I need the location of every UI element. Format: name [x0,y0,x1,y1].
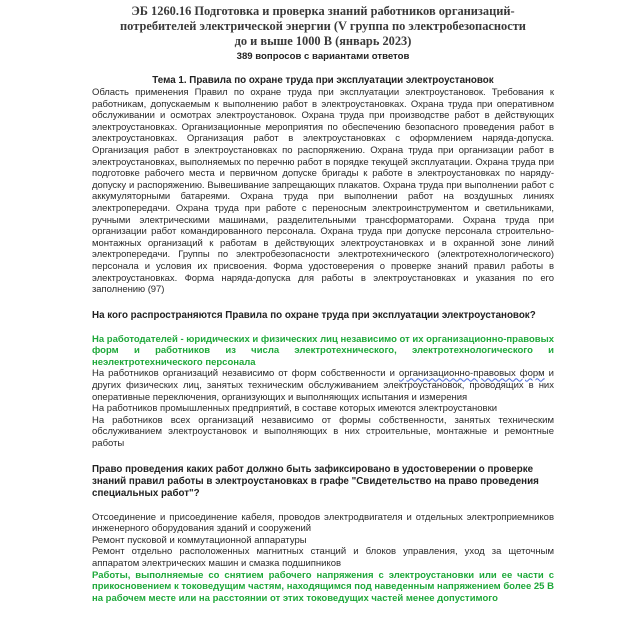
question-block [92,464,554,605]
document-title [92,4,554,49]
answer-option [92,368,554,403]
section-heading: Тема 1. Правила по охране труда при эксплуатации электроустановок [152,75,494,86]
question-block [92,310,554,450]
answer-option-correct: На работодателей - юридических и физических лиц независимо от их организационно-правовых форм и работников из числа электротехнического, электротехнологического и неэлектротехнического персонала [92,333,554,368]
section-body: Область применения Правил по охране труда при эксплуатации электроустановок. Требования к работникам, допускаемым к выполнению работ в электроустановках. Охрана труда при оперативном обслуживании и осмотрах электроустановок. Охрана труда при производстве работ в действующих электроустановках. Организационные мероприятия по обеспечению безопасного проведения работ в электроустановках. Организация работ в электроустановках с оформлением наряда-допуска. Организация работ в электроустановках по распоряжению. Охрана труда при организации работ в электроустановках, выполняемых по перечню работ в порядке текущей эксплуатации. Охрана труда при подготовке рабочего места и первичном допуске бригады к работе в электроустановках по наряду-допуску и распоряжению. Вывешивание запрещающих плакатов. Охрана труда при выполнении работ с аккумуляторными батареями. Охрана труда при выполнении работ на воздушных линиях электропередачи. Охрана труда при работе с переносным электроинструментом и светильниками, ручными электрическими машинами, разделительными трансформаторами. Охрана труда при организации работ командированного персонала. Охрана труда при допуске персонала строительно-монтажных организаций к работам в действующих электроустановках и в охранной зоне линий электропередачи. Группы по электробезопасности электротехнического (электротехнологического) персонала и условия их присвоения. Форма удостоверения о проверке знаний правил работы в электроустановках. Форма наряда-допуска для работы в электроустановках и указания по его заполнению (97) [92,87,554,296]
answer-option: Ремонт пусковой и коммутационной аппаратуры [92,534,307,546]
question-text: Право проведения каких работ должно быть зафиксировано в удостоверении о проверке знаний правил работы в электроустановках в графе "Свидетельство на право проведения специальных работ"? [92,463,539,499]
answer-option-correct: Работы, выполняемые со снятием рабочего напряжения с электроустановки или ее части с прикосновением к токоведущим частям, находящимся под наведенным напряжением более 25 В на рабочем месте или на расстоянии от этих токоведущих частей менее допустимого [92,569,554,604]
document-subtitle: 389 вопросов с вариантами ответов [236,51,410,62]
answer-text-underlined: организационно-правовых форм [398,368,545,380]
title-line-2: потребителей электрической энергии (V группа по электробезопасности [120,19,526,33]
answer-text-part: и других физических лиц, занятых техническим обслуживанием электроустановок, проводящих в них оперативные переключения, организующих и выполняющих испытания и измерения [92,368,554,403]
answer-option: Ремонт отдельно расположенных магнитных станций и блоков управления, уход за щеточным аппаратом электрических машин и смазка подшипников [92,546,554,569]
answer-option: Отсоединение и присоединение кабеля, проводов электродвигателя и отдельных электроприемников инженерного оборудования зданий и сооружений [92,511,554,535]
answer-option: На работников всех организаций независимо от формы собственности, занятых техническим обслуживанием электроустановок и выполняющих в них строительные, монтажные и ремонтные работы [92,414,554,450]
question-text: На кого распространяются Правила по охране труда при эксплуатации электроустановок? [92,309,536,321]
title-line-1: ЭБ 1260.16 Подготовка и проверка знаний работников организаций- [131,4,515,18]
answer-option: На работников промышленных предприятий, в составе которых имеются электроустановки [92,403,498,415]
title-line-3: до и выше 1000 В (январь 2023) [234,34,412,48]
answer-text-part: На работников организаций независимо от форм собственности и [92,368,399,380]
